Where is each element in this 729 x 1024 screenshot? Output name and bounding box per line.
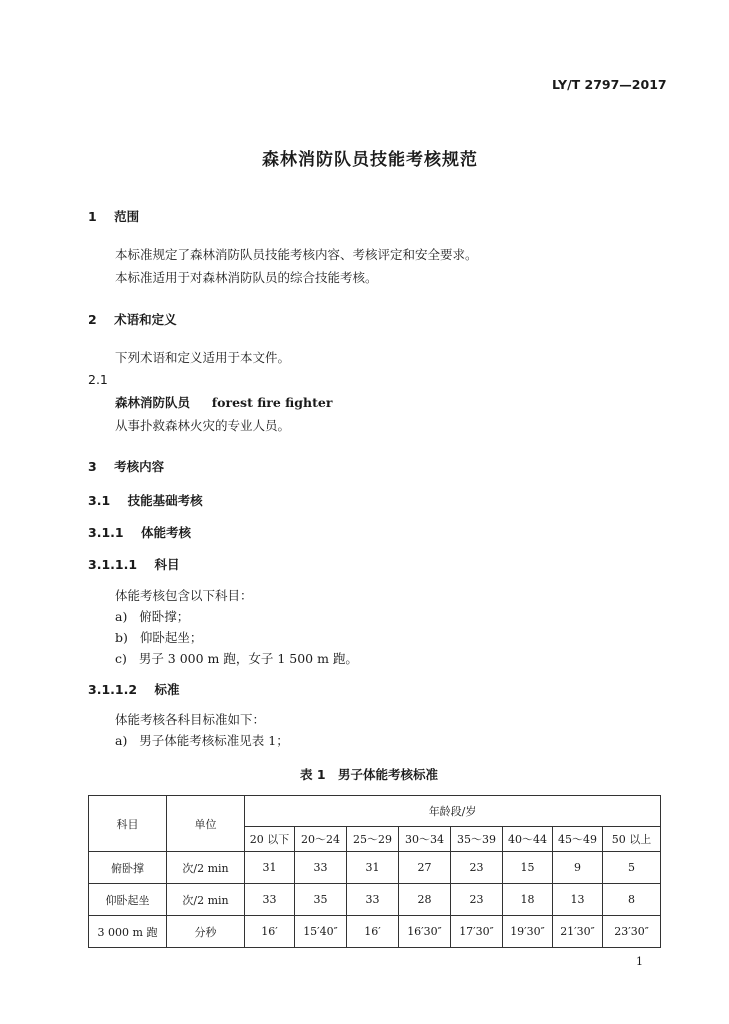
section-3-title: 考核内容 (114, 459, 165, 474)
subjects-intro: 体能考核包含以下科目： (115, 588, 253, 603)
header-age: 50 以上 (603, 827, 661, 852)
table-row (89, 884, 661, 916)
section-3-1-heading (88, 491, 203, 509)
table-cell: 33 (295, 852, 347, 884)
section-2-paragraph: 下列术语和定义适用于本文件。 (115, 350, 291, 365)
table-cell: 16′ (245, 916, 295, 948)
list-item-text: 俯卧撑； (139, 609, 190, 624)
table-cell: 31 (245, 852, 295, 884)
section-3-1-1-number: 3.1.1 (88, 525, 124, 540)
section-3-1-1-2-heading (88, 680, 179, 698)
list-item (115, 628, 202, 646)
table-cell: 8 (603, 884, 661, 916)
row-unit: 次/2 min (167, 884, 245, 916)
standards-intro: 体能考核各科目标准如下： (115, 712, 266, 727)
term-2-1 (115, 393, 332, 411)
table-cell: 21′30″ (553, 916, 603, 948)
table-caption: 表 1 男子体能考核标准 (300, 767, 439, 782)
section-1-paragraph-2: 本标准适用于对森林消防队员的综合技能考核。 (115, 270, 378, 285)
section-3-1-1-2-title: 标准 (154, 682, 180, 697)
header-age: 30～34 (399, 827, 451, 852)
list-item (115, 731, 289, 749)
header-age: 20 以下 (245, 827, 295, 852)
table-cell: 13 (553, 884, 603, 916)
table-cell: 18 (503, 884, 553, 916)
header-age: 20～24 (295, 827, 347, 852)
document-title: 森林消防队员技能考核规范 (262, 150, 478, 170)
table-row (89, 852, 661, 884)
table-cell: 17′30″ (451, 916, 503, 948)
table-cell: 33 (347, 884, 399, 916)
table-cell: 19′30″ (503, 916, 553, 948)
section-3-1-number: 3.1 (88, 493, 111, 508)
header-subject: 科目 (89, 796, 167, 852)
list-item-marker: a) (115, 609, 128, 624)
table-cell: 9 (553, 852, 603, 884)
list-item (115, 607, 189, 625)
row-unit: 分秒 (167, 916, 245, 948)
header-age-group: 年龄段/岁 (245, 796, 661, 827)
header-age: 40～44 (503, 827, 553, 852)
list-item-text: 男子体能考核标准见表 1； (139, 733, 289, 748)
table-cell: 23 (451, 852, 503, 884)
page-number: 1 (636, 955, 643, 968)
table-cell: 15 (503, 852, 553, 884)
section-2-heading (88, 310, 177, 328)
standard-code: LY/T 2797—2017 (552, 77, 667, 92)
section-3-1-1-heading (88, 523, 191, 541)
section-1-number: 1 (88, 209, 97, 224)
row-unit: 次/2 min (167, 852, 245, 884)
row-subject: 3 000 m 跑 (89, 916, 167, 948)
section-3-1-1-title: 体能考核 (141, 525, 192, 540)
table-cell: 35 (295, 884, 347, 916)
section-1-paragraph-1: 本标准规定了森林消防队员技能考核内容、考核评定和安全要求。 (115, 247, 478, 262)
table-cell: 5 (603, 852, 661, 884)
header-unit: 单位 (167, 796, 245, 852)
section-3-1-title: 技能基础考核 (127, 493, 203, 508)
table-cell: 23′30″ (603, 916, 661, 948)
section-1-heading (88, 207, 139, 225)
row-subject: 俯卧撑 (89, 852, 167, 884)
section-3-1-1-1-heading (88, 555, 179, 573)
section-3-1-1-1-number: 3.1.1.1 (88, 557, 138, 572)
table-cell: 31 (347, 852, 399, 884)
header-age: 45～49 (553, 827, 603, 852)
table-cell: 16′ (347, 916, 399, 948)
list-item (115, 649, 358, 667)
list-item-text: 仰卧起坐； (139, 630, 203, 645)
table-cell: 28 (399, 884, 451, 916)
table-cell: 23 (451, 884, 503, 916)
header-age: 25～29 (347, 827, 399, 852)
header-age: 35～39 (451, 827, 503, 852)
list-item-marker: c) (115, 651, 127, 666)
row-subject: 仰卧起坐 (89, 884, 167, 916)
physical-standards-table (88, 795, 661, 948)
list-item-marker: b) (115, 630, 128, 645)
list-item-marker: a) (115, 733, 128, 748)
table-cell: 27 (399, 852, 451, 884)
section-3-number: 3 (88, 459, 97, 474)
section-3-1-1-2-number: 3.1.1.2 (88, 682, 138, 697)
table-row (89, 916, 661, 948)
section-1-title: 范围 (114, 209, 140, 224)
table-cell: 15′40″ (295, 916, 347, 948)
list-item-text: 男子 3 000 m 跑，女子 1 500 m 跑。 (138, 651, 358, 666)
term-2-1-number: 2.1 (88, 372, 108, 387)
term-2-1-definition: 从事扑救森林火灾的专业人员。 (115, 418, 291, 433)
section-2-title: 术语和定义 (114, 312, 177, 327)
section-3-heading (88, 457, 164, 475)
section-2-number: 2 (88, 312, 97, 327)
term-chinese: 森林消防队员 (115, 395, 191, 410)
term-english: forest fire fighter (211, 395, 333, 410)
table-cell: 33 (245, 884, 295, 916)
table-cell: 16′30″ (399, 916, 451, 948)
section-3-1-1-1-title: 科目 (154, 557, 180, 572)
